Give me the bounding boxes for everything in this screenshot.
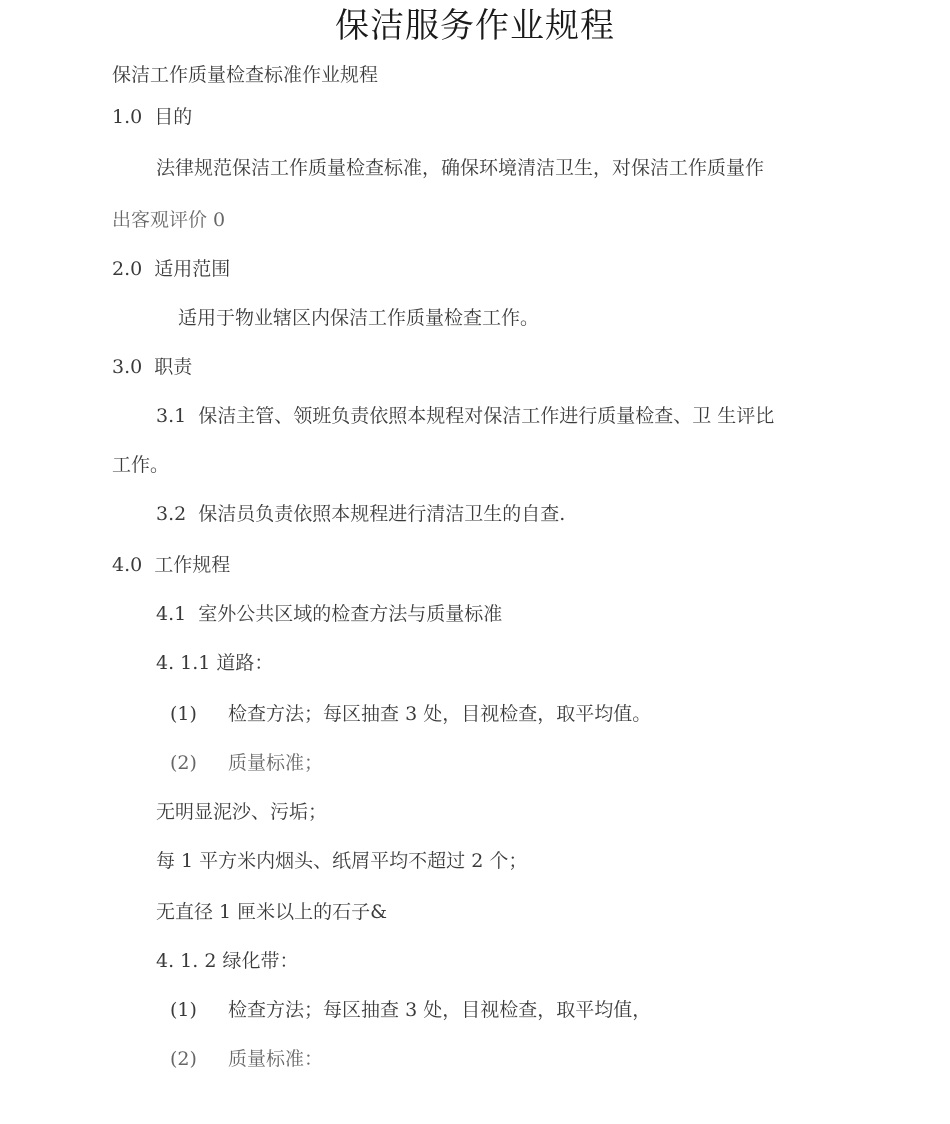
item-4-1-2-method: [170, 997, 651, 1023]
section-1-heading: [112, 104, 192, 130]
item-4-1-text: 室外公共区域的检查方法与质量标准: [198, 603, 503, 625]
item-4-1-2-quality: [170, 1046, 323, 1072]
quality-standard-item: 无明显泥沙、污垢；: [156, 801, 328, 823]
item-4-1-1-method-number: (1): [170, 703, 197, 725]
section-2-title: 适用范围: [154, 258, 231, 280]
document-subtitle: 保洁工作质量检查标准作业规程: [112, 64, 379, 86]
item-3-1-text: 保洁主管、领班负责依照本规程对保洁工作进行质量检查、卫 生评比: [198, 405, 775, 427]
item-4-1-1-quality-number: (2): [170, 752, 197, 774]
item-4-1: [156, 601, 502, 627]
section-3-title: 职责: [154, 356, 193, 378]
item-4-1-2-method-text: 检查方法；每区抽查 3 处，目视检查，取平均值，: [228, 999, 652, 1021]
section-4-number: 4.0: [112, 554, 143, 576]
item-4-1-1-quality-text: 质量标准；: [228, 752, 324, 774]
item-4-1-2: 4. 1. 2 绿化带：: [156, 950, 299, 972]
item-4-1-1-method-text: 检查方法；每区抽查 3 处，目视检查，取平均值。: [228, 703, 652, 725]
quality-standard-item: 每 1 平方米内烟头、纸屑平均不超过 2 个；: [156, 850, 528, 872]
item-3-2-text: 保洁员负责依照本规程进行清洁卫生的自查.: [198, 503, 566, 525]
item-4-1-1-method: [170, 701, 651, 727]
item-3-2-number: 3.2: [156, 503, 187, 525]
quality-standard-item: 无直径 1 匣米以上的石子&: [156, 901, 388, 923]
section-1-title: 目的: [154, 106, 193, 128]
section-4-heading: [112, 552, 230, 578]
item-4-1-1: 4. 1.1 道路：: [156, 652, 274, 674]
item-3-1-line-2: 工作。: [112, 454, 170, 476]
section-2-number: 2.0: [112, 258, 143, 280]
section-3-heading: [112, 354, 192, 380]
section-4-title: 工作规程: [154, 554, 231, 576]
item-4-1-2-quality-number: (2): [170, 1048, 197, 1070]
section-2-heading: [112, 256, 230, 282]
section-2-paragraph: 适用于物业辖区内保洁工作质量检查工作。: [178, 307, 540, 329]
section-1-number: 1.0: [112, 106, 143, 128]
section-1-paragraph-line-2: 出客观评价 0: [112, 209, 226, 231]
item-3-1-number: 3.1: [156, 405, 187, 427]
item-3-2: [156, 501, 565, 527]
item-4-1-2-quality-text: 质量标准：: [228, 1048, 324, 1070]
item-4-1-2-method-number: (1): [170, 999, 197, 1021]
page-title: 保洁服务作业规程: [335, 6, 615, 46]
section-3-number: 3.0: [112, 356, 143, 378]
item-3-1-line-1: [156, 403, 774, 429]
section-1-paragraph-line-1: 法律规范保洁工作质量检查标准，确保环境清洁卫生，对保洁工作质量作: [156, 157, 765, 179]
item-4-1-number: 4.1: [156, 603, 187, 625]
item-4-1-1-quality: [170, 750, 323, 776]
